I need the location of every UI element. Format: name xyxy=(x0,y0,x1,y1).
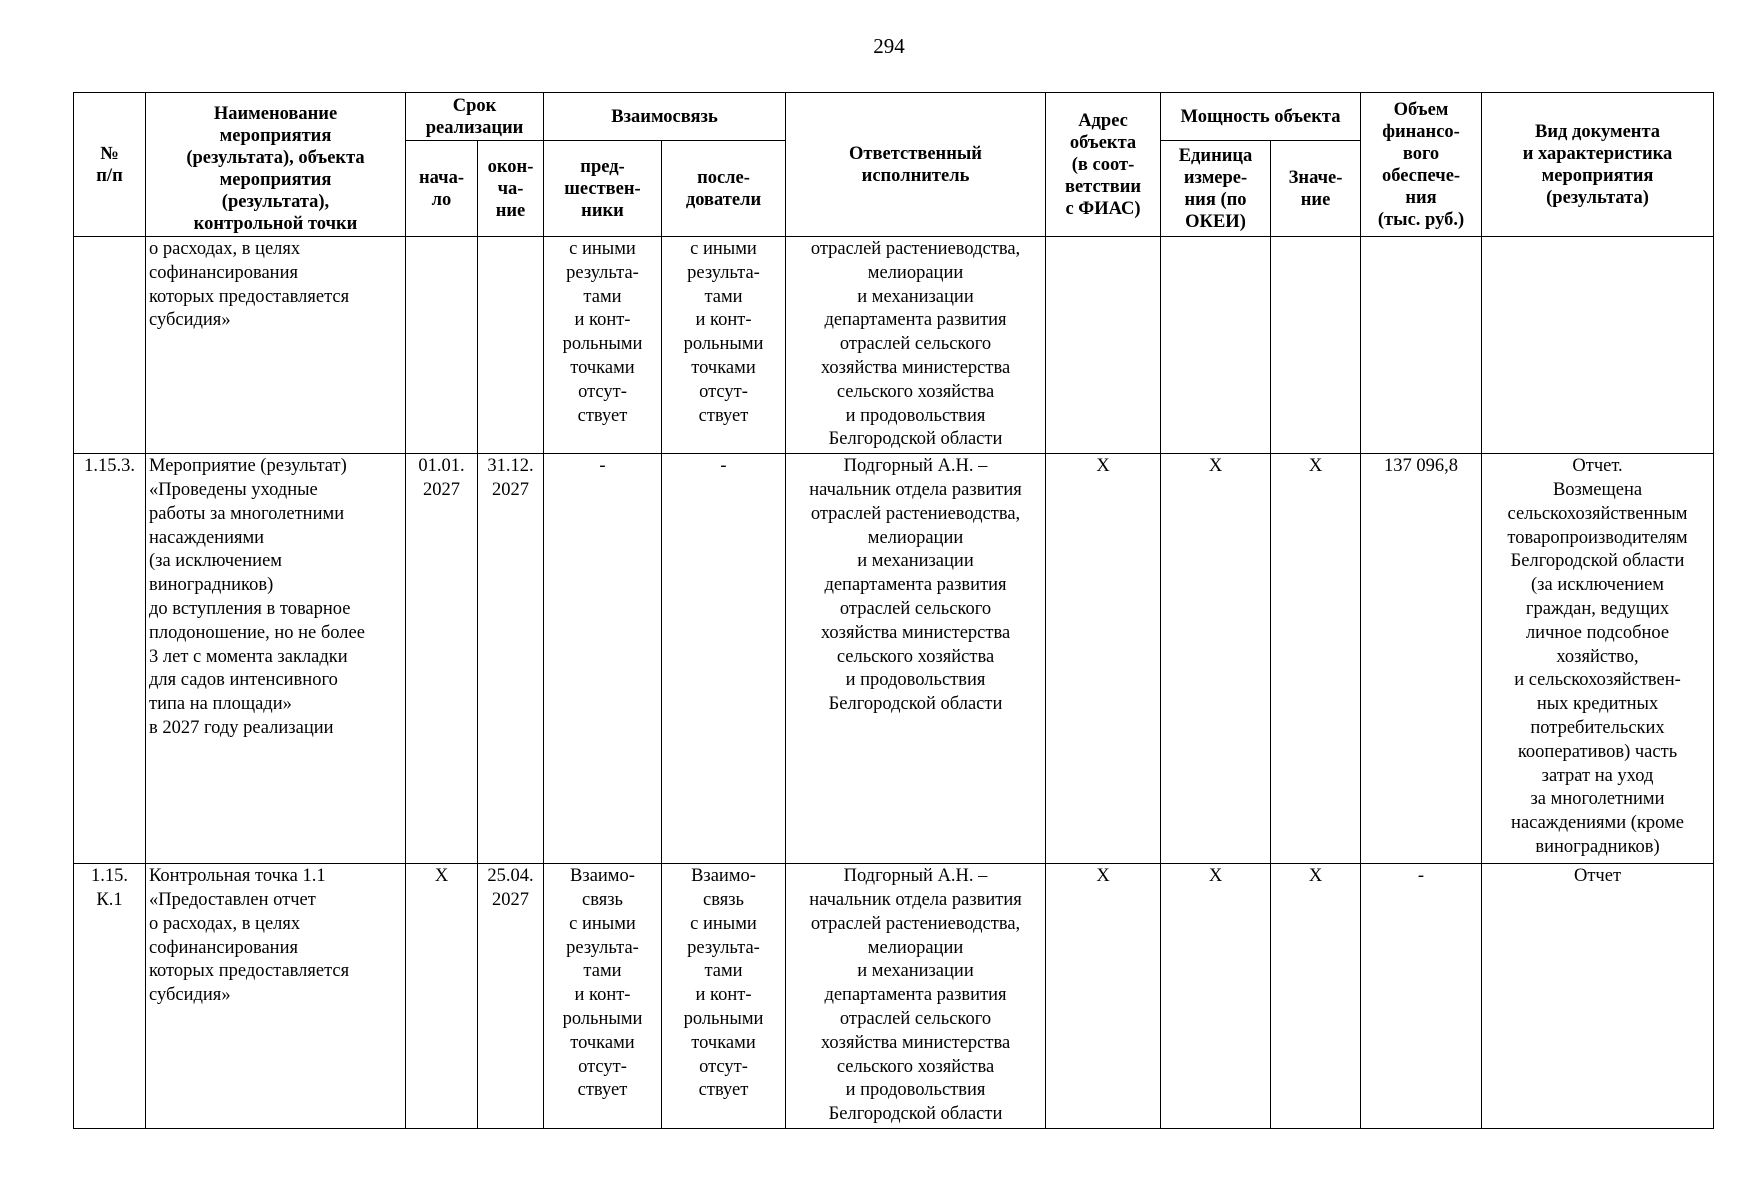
row-document: Отчет. Возмещена сельскохозяйственным товаропроизводителям Белгородской области (за исключением граждан, ведущих личное подсобное хозяйство, и сельскохозяйствен- ных кредитных потребительских кооперативов) часть затрат на уход за многолетними насаждениями (кроме виноградников) xyxy=(1482,454,1714,864)
row-predecessors: Взаимо- связь с иными результа- тами и конт- рольными точками отсут- ствует xyxy=(544,864,662,1129)
row-responsible: отраслей растениеводства, мелиорации и механизации департамента развития отраслей сельского хозяйства министерства сельского хозяйства и продовольствия Белгородской области xyxy=(786,237,1046,454)
row-name: Мероприятие (результат) «Проведены уходные работы за многолетними насаждениями (за исключением виноградников) до вступления в товарное плодоношение, но не более 3 лет с момента закладки для садов интенсивного типа на площади» в 2027 году реализации xyxy=(146,454,406,864)
row-document xyxy=(1482,237,1714,454)
header-unit: Единица измере- ния (по ОКЕИ) xyxy=(1161,141,1271,237)
row-successors: Взаимо- связь с иными результа- тами и конт- рольными точками отсут- ствует xyxy=(662,864,786,1129)
row-value: Х xyxy=(1271,454,1361,864)
header-num: № п/п xyxy=(74,93,146,237)
row-end: 31.12. 2027 xyxy=(478,454,544,864)
row-num: 1.15.3. xyxy=(74,454,146,864)
row-name: о расходах, в целях софинансирования которых предоставляется субсидия» xyxy=(146,237,406,454)
row-finance: 137 096,8 xyxy=(1361,454,1482,864)
header-name: Наименование мероприятия (результата), объекта мероприятия (результата), контрольной точки xyxy=(146,93,406,237)
header-start: нача- ло xyxy=(406,141,478,237)
row-finance xyxy=(1361,237,1482,454)
header-document: Вид документа и характеристика мероприятия (результата) xyxy=(1482,93,1714,237)
header-address: Адрес объекта (в соот- ветствии с ФИАС) xyxy=(1046,93,1161,237)
table-header xyxy=(74,93,1714,237)
row-finance: - xyxy=(1361,864,1482,1129)
row-num: 1.15. К.1 xyxy=(74,864,146,1129)
row-successors: с иными результа- тами и конт- рольными точками отсут- ствует xyxy=(662,237,786,454)
page-number: 294 xyxy=(873,34,905,58)
row-responsible: Подгорный А.Н. – начальник отдела развития отраслей растениеводства, мелиорации и механизации департамента развития отраслей сельского хозяйства министерства сельского хозяйства и продовольствия Белгородской области xyxy=(786,454,1046,864)
row-start: Х xyxy=(406,864,478,1129)
row-name: Контрольная точка 1.1 «Предоставлен отчет о расходах, в целях софинансирования которых предоставляется субсидия» xyxy=(146,864,406,1129)
row-end: 25.04. 2027 xyxy=(478,864,544,1129)
header-predecessors: пред- шествен- ники xyxy=(544,141,662,237)
row-unit xyxy=(1161,237,1271,454)
table-row xyxy=(74,237,1714,454)
row-value xyxy=(1271,237,1361,454)
header-end: окон- ча- ние xyxy=(478,141,544,237)
row-successors: - xyxy=(662,454,786,864)
table-row xyxy=(74,864,1714,1129)
row-document: Отчет xyxy=(1482,864,1714,1129)
row-address: Х xyxy=(1046,454,1161,864)
header-finance: Объем финансо- вого обеспече- ния (тыс. руб.) xyxy=(1361,93,1482,237)
row-address xyxy=(1046,237,1161,454)
header-term: Срок реализации xyxy=(406,93,544,141)
row-predecessors: - xyxy=(544,454,662,864)
row-responsible: Подгорный А.Н. – начальник отдела развития отраслей растениеводства, мелиорации и механизации департамента развития отраслей сельского хозяйства министерства сельского хозяйства и продовольствия Белгородской области xyxy=(786,864,1046,1129)
row-unit: Х xyxy=(1161,454,1271,864)
measures-table xyxy=(73,92,1714,1129)
row-value: Х xyxy=(1271,864,1361,1129)
table-row xyxy=(74,454,1714,864)
row-end xyxy=(478,237,544,454)
header-responsible: Ответственный исполнитель xyxy=(786,93,1046,237)
row-start xyxy=(406,237,478,454)
header-link: Взаимосвязь xyxy=(544,93,786,141)
row-unit: Х xyxy=(1161,864,1271,1129)
row-predecessors: с иными результа- тами и конт- рольными точками отсут- ствует xyxy=(544,237,662,454)
header-power: Мощность объекта xyxy=(1161,93,1361,141)
header-value: Значе- ние xyxy=(1271,141,1361,237)
row-start: 01.01. 2027 xyxy=(406,454,478,864)
row-num xyxy=(74,237,146,454)
header-successors: после- дователи xyxy=(662,141,786,237)
row-address: Х xyxy=(1046,864,1161,1129)
